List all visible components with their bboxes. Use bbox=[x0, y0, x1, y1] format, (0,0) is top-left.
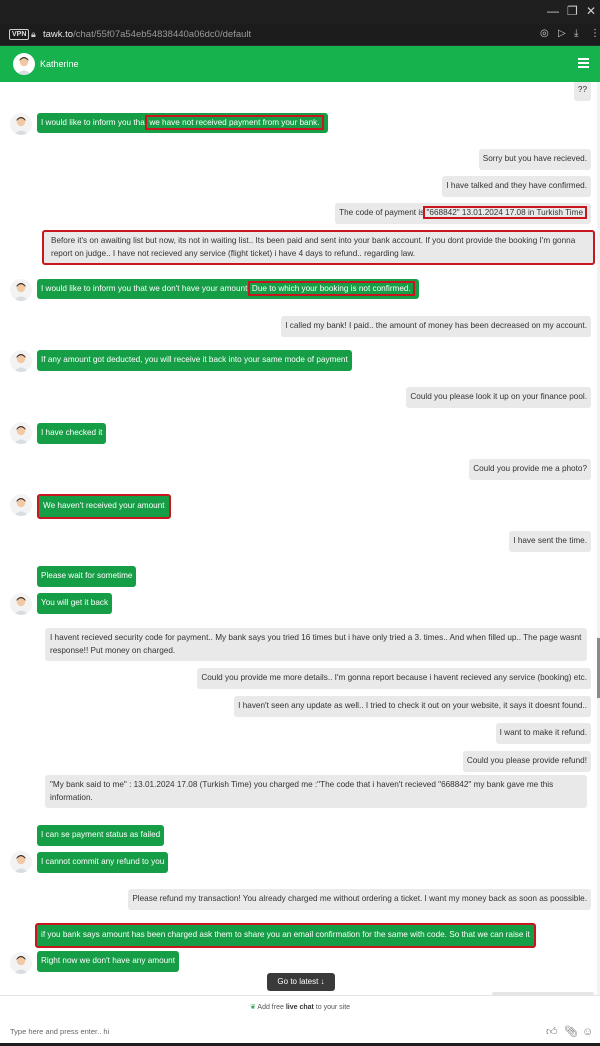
agent-avatar-icon bbox=[10, 851, 32, 873]
agent-message: if you bank says amount has been charged ask them to share you an email confirmation for the same with code. So that we can raise it bbox=[35, 923, 536, 948]
visitor-message: I called my bank! I paid.. the amount of money has been decreased on my account. bbox=[281, 316, 591, 337]
agent-avatar-icon bbox=[10, 952, 32, 974]
agent-message: You will get it back bbox=[37, 593, 112, 614]
tawk-leaf-icon: ❦ bbox=[249, 1004, 256, 1011]
window-titlebar bbox=[0, 0, 600, 24]
visitor-message: Could you provide me more details.. I'm gonna report because i havent recieved any service (booking) etc. bbox=[197, 668, 591, 689]
lock-icon: 🔒︎ bbox=[31, 29, 36, 39]
visitor-message: Please refund my transaction! You already charged me without ordering a ticket. I want my money back as soon as poossible. bbox=[128, 889, 591, 910]
visitor-message: I have talked and they have confirmed. bbox=[442, 176, 591, 197]
visitor-message: Could you please provide refund! bbox=[463, 751, 591, 772]
highlight-box: "668842" 13.01.2024 17.08 in Turkish Time bbox=[423, 206, 587, 219]
agent-avatar-icon bbox=[10, 279, 32, 301]
agent-avatar-icon bbox=[10, 494, 32, 516]
powered-prefix: Add free bbox=[257, 1004, 286, 1011]
visitor-message: I havent recieved security code for payment.. My bank says you tried 16 times but i have only tried a 3. times.. And when filled up.. The page wasnt response!! Put money on charged. bbox=[45, 628, 587, 661]
visitor-message: Could you provide me a photo? bbox=[469, 459, 591, 480]
agent-message: I cannot commit any refund to you bbox=[37, 852, 168, 873]
visitor-message: I want to make it refund. bbox=[496, 723, 591, 744]
restore-icon[interactable]: ❐ bbox=[567, 4, 578, 18]
powered-by[interactable] bbox=[0, 1003, 600, 1013]
minimize-icon[interactable]: — bbox=[547, 4, 559, 18]
hamburger-menu-icon[interactable] bbox=[578, 58, 589, 68]
agent-message: If any amount got deducted, you will receive it back into your same mode of payment bbox=[37, 350, 352, 371]
url-path: /chat/55f07a54eb54838440a06dc0/default bbox=[73, 29, 252, 40]
chat-header bbox=[0, 46, 600, 82]
visitor-message: Sorry but you have recieved. bbox=[479, 149, 591, 170]
agent-message: I would like to inform you that we don't have your amount. Due to which your booking is not confirmed. bbox=[37, 279, 419, 299]
agent-message: Please wait for sometime bbox=[37, 566, 136, 587]
powered-bold: live chat bbox=[285, 1004, 314, 1011]
highlight-box: we have not received payment from your bank. bbox=[145, 115, 323, 130]
visitor-message: Could you please look it up on your finance pool. bbox=[406, 387, 591, 408]
chat-messages[interactable] bbox=[0, 82, 597, 995]
agent-message: I can se payment status as failed bbox=[37, 825, 164, 846]
agent-avatar-icon bbox=[10, 422, 32, 444]
agent-message: Right now we don't have any amount bbox=[37, 951, 179, 972]
address-bar[interactable] bbox=[0, 24, 600, 46]
agent-avatar bbox=[13, 53, 35, 75]
menu-dots-icon[interactable]: ⋮ bbox=[590, 28, 600, 39]
visitor-message: I haven't seen any update as well.. I tried to check it out on your website, it says it doesnt found.. bbox=[234, 696, 591, 717]
emoji-icon[interactable]: ☺ bbox=[582, 1026, 594, 1038]
agent-message: I would like to inform you that we have not received payment from your bank. bbox=[37, 113, 328, 133]
visitor-message: Before it's on awaiting list but now, its not in waiting list.. Its been paid and sent into your bank account. If you dont provide the booking I'm gonna report on judge.. I have not recieved any service (flight ticket) i have 4 days to refund.. regarding law. bbox=[42, 230, 595, 265]
shield-icon[interactable]: ◎ bbox=[540, 28, 549, 39]
chat-footer bbox=[0, 995, 600, 1046]
highlight-box: Due to which your booking is not confirmed. bbox=[248, 281, 415, 296]
powered-suffix: to your site bbox=[313, 1004, 351, 1011]
agent-avatar-icon bbox=[10, 350, 32, 372]
agent-message: We haven't received your amount bbox=[37, 494, 171, 519]
close-icon[interactable]: ✕ bbox=[586, 4, 597, 18]
url-host: tawk.to bbox=[43, 29, 74, 40]
agent-avatar-icon bbox=[10, 593, 32, 615]
download-icon[interactable]: ⤓ bbox=[574, 28, 579, 39]
agent-name: Katherine bbox=[40, 59, 79, 69]
send-icon[interactable]: ▷ bbox=[558, 28, 566, 39]
visitor-message: I have sent the time. bbox=[509, 531, 591, 552]
vpn-badge[interactable]: VPN bbox=[9, 29, 29, 40]
attachment-icon[interactable]: 📎︎ bbox=[564, 1026, 578, 1038]
thumbs-up-icon[interactable]: 👍︎ bbox=[546, 1026, 558, 1038]
go-to-latest-button[interactable]: Go to latest ↓ bbox=[267, 973, 335, 991]
visitor-message: "My bank said to me" : 13.01.2024 17.08 (Turkish Time) you charged me :"The code that i haven't recieved "668842" my bank gave me this information. bbox=[45, 775, 587, 808]
visitor-message: ?? bbox=[574, 82, 591, 101]
agent-avatar-icon bbox=[10, 113, 32, 135]
visitor-message: The code of payment is "668842" 13.01.2024 17.08 in Turkish Time bbox=[335, 203, 591, 224]
url-text[interactable] bbox=[43, 28, 251, 41]
message-input[interactable]: Type here and press enter.. hi bbox=[10, 1027, 110, 1036]
agent-message: I have checked it bbox=[37, 423, 106, 444]
